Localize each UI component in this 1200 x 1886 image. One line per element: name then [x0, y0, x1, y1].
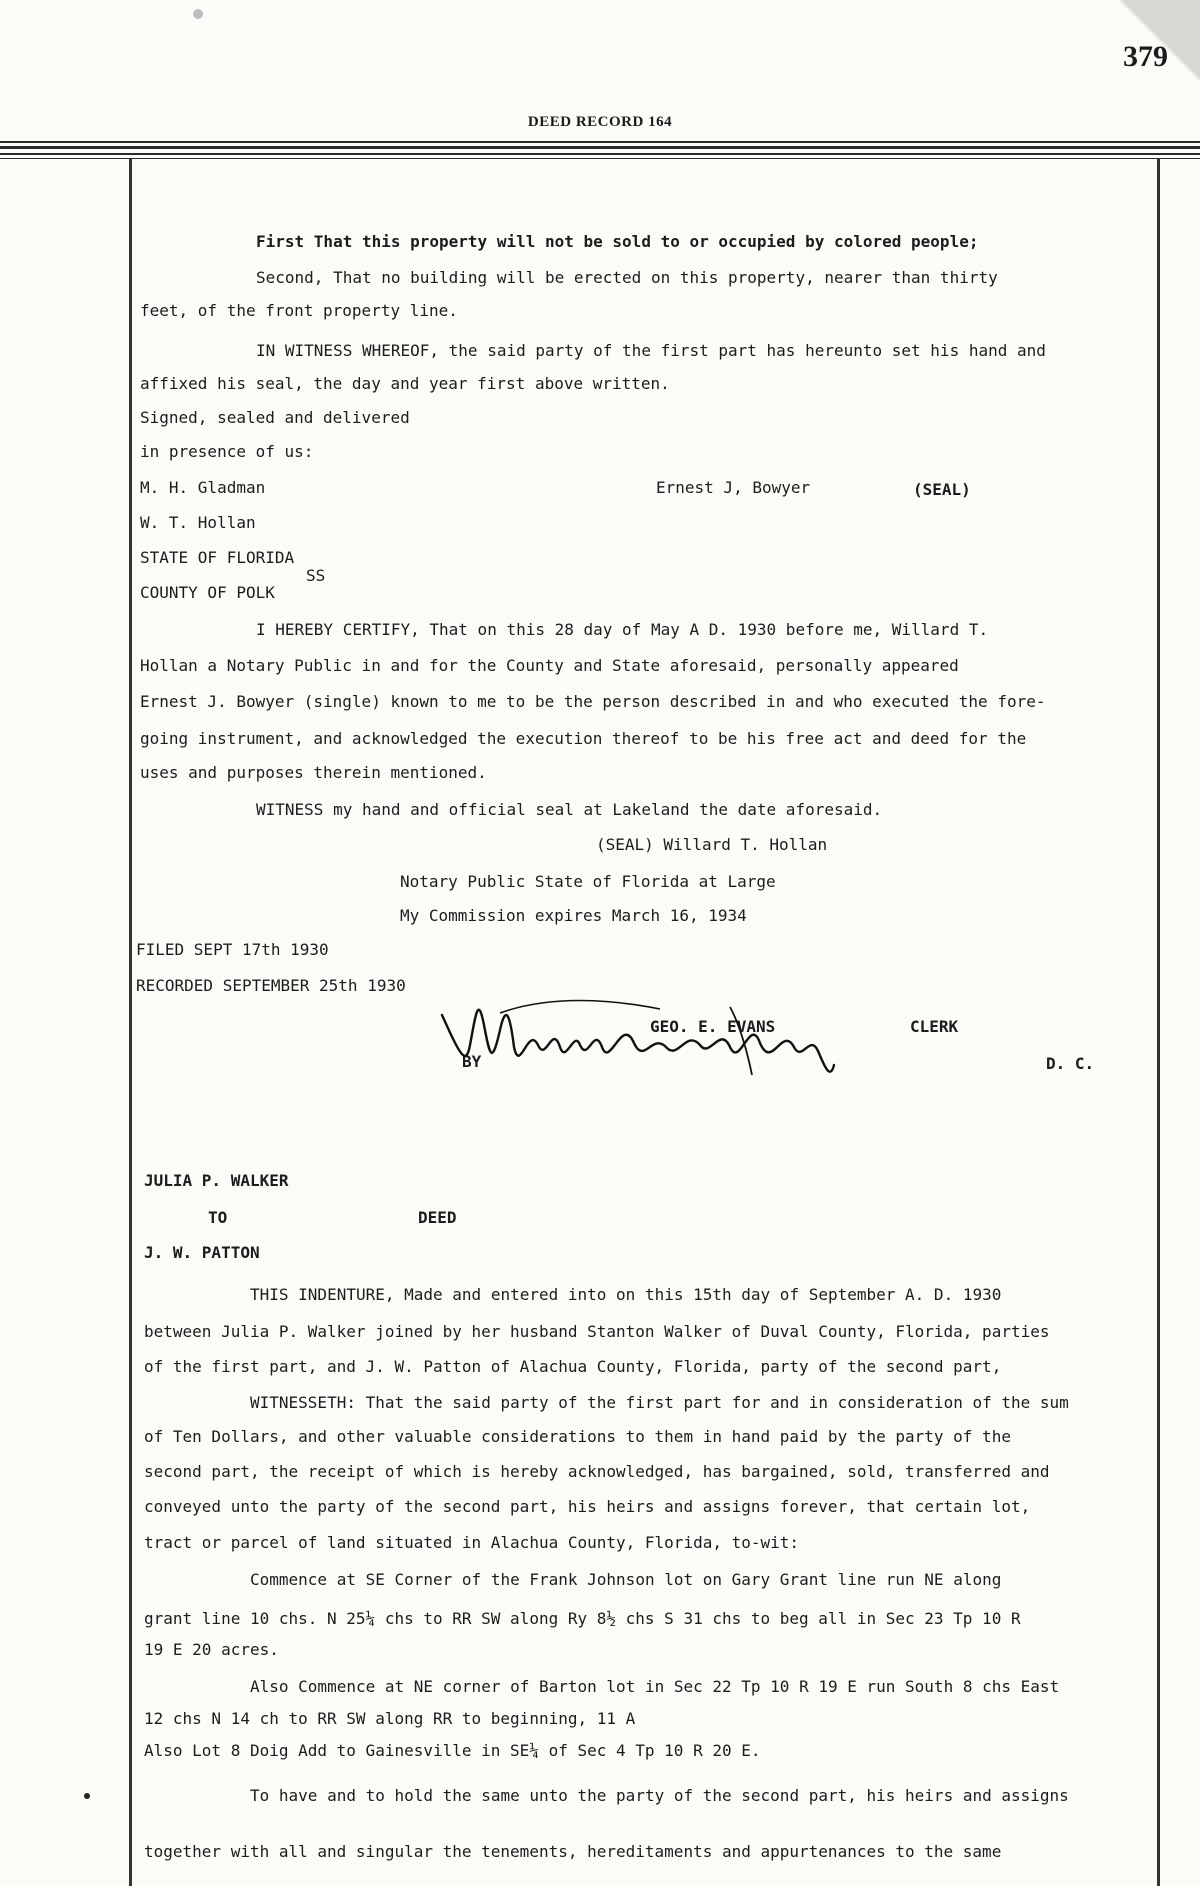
venue-county: COUNTY OF POLK [140, 583, 275, 602]
header-rule [0, 146, 1200, 149]
punch-hole [193, 9, 203, 19]
indenture-line: between Julia P. Walker joined by her husband Stanton Walker of Duval County, Florida, parties [144, 1322, 1050, 1341]
venue-ss: SS [306, 566, 326, 585]
clerk-title: CLERK [910, 1017, 959, 1036]
notary-commission: My Commission expires March 16, 1934 [400, 906, 747, 925]
witnesseth-line: of Ten Dollars, and other valuable considerations to them in hand paid by the party of the [144, 1427, 1011, 1446]
indenture-line: of the first part, and J. W. Patton of Alachua County, Florida, party of the second part, [144, 1357, 1002, 1376]
to-label: TO [208, 1208, 228, 1227]
restriction-second-line: Second, That no building will be erected on this property, nearer than thirty [256, 268, 998, 287]
left-margin-line [129, 158, 132, 1886]
venue-state: STATE OF FLORIDA [140, 548, 295, 567]
instrument-type: DEED [418, 1208, 457, 1227]
header-rule [0, 141, 1200, 143]
habendum-line: together with all and singular the tenements, hereditaments and appurtenances to the same [144, 1842, 1002, 1861]
certify-line: Ernest J. Bowyer (single) known to me to be the person described in and who executed the fore- [140, 692, 1046, 711]
deputy-clerk-label: D. C. [1046, 1054, 1095, 1073]
certify-line: uses and purposes therein mentioned. [140, 763, 487, 782]
parcel-description: 19 E 20 acres. [144, 1640, 279, 1659]
grantor-signature-name: Ernest J, Bowyer [656, 478, 811, 497]
notary-seal-name: (SEAL) Willard T. Hollan [596, 835, 828, 854]
filed-date: FILED SEPT 17th 1930 [136, 940, 329, 959]
parcel-description: Commence at SE Corner of the Frank Johnson lot on Gary Grant line run NE along [250, 1570, 1002, 1589]
header-rule [0, 153, 1200, 155]
indenture-line: THIS INDENTURE, Made and entered into on this 15th day of September A. D. 1930 [250, 1285, 1002, 1304]
witness-whereof-line: IN WITNESS WHEREOF, the said party of the first part has hereunto set his hand and [256, 341, 1046, 360]
handwritten-signature [430, 985, 900, 1095]
witness-name: W. T. Hollan [140, 513, 256, 532]
margin-dot [84, 1793, 90, 1799]
record-title: DEED RECORD 164 [527, 114, 673, 130]
witnesseth-line: tract or parcel of land situated in Alachua County, Florida, to-wit: [144, 1533, 800, 1552]
parcel-description: 12 chs N 14 ch to RR SW along RR to beginning, 11 A [144, 1709, 636, 1728]
restriction-second-line: feet, of the front property line. [140, 301, 458, 320]
grantee-name: J. W. PATTON [144, 1243, 260, 1262]
page-number: 379 [1123, 40, 1168, 73]
notary-title: Notary Public State of Florida at Large [400, 872, 776, 891]
witness-whereof-line: affixed his seal, the day and year first above written. [140, 374, 670, 393]
certify-line: I HEREBY CERTIFY, That on this 28 day of May A D. 1930 before me, Willard T. [256, 620, 989, 639]
parcel-description: Also Commence at NE corner of Barton lot in Sec 22 Tp 10 R 19 E run South 8 chs East [250, 1677, 1060, 1696]
certify-line: Hollan a Notary Public in and for the County and State aforesaid, personally appeared [140, 656, 959, 675]
witnesseth-line: second part, the receipt of which is hereby acknowledged, has bargained, sold, transferred and [144, 1462, 1050, 1481]
right-margin-line [1157, 158, 1160, 1886]
in-presence-text: in presence of us: [140, 442, 314, 461]
witnesseth-line: conveyed unto the party of the second part, his heirs and assigns forever, that certain lot, [144, 1497, 1031, 1516]
clerk-name: GEO. E. EVANS [650, 1017, 776, 1036]
certify-line: going instrument, and acknowledged the execution thereof to be his free act and deed for the [140, 729, 1027, 748]
seal-label: (SEAL) [913, 480, 971, 499]
habendum-line: To have and to hold the same unto the party of the second part, his heirs and assigns [250, 1786, 1069, 1805]
parcel-description: Also Lot 8 Doig Add to Gainesville in SE¼ of Sec 4 Tp 10 R 20 E. [144, 1741, 761, 1760]
witness-name: M. H. Gladman [140, 478, 266, 497]
witnesseth-line: WITNESSETH: That the said party of the first part for and in consideration of the sum [250, 1393, 1069, 1412]
witness-hand-line: WITNESS my hand and official seal at Lakeland the date aforesaid. [256, 800, 883, 819]
recorded-date: RECORDED SEPTEMBER 25th 1930 [136, 976, 406, 995]
parcel-description: grant line 10 chs. N 25¼ chs to RR SW along Ry 8½ chs S 31 chs to beg all in Sec 23 Tp 10 R [144, 1609, 1021, 1628]
grantor-name: JULIA P. WALKER [144, 1171, 289, 1190]
restriction-first: First That this property will not be sold to or occupied by colored people; [256, 232, 979, 251]
by-label: BY [462, 1052, 482, 1071]
signed-sealed-text: Signed, sealed and delivered [140, 408, 410, 427]
header-rule [0, 158, 1200, 159]
